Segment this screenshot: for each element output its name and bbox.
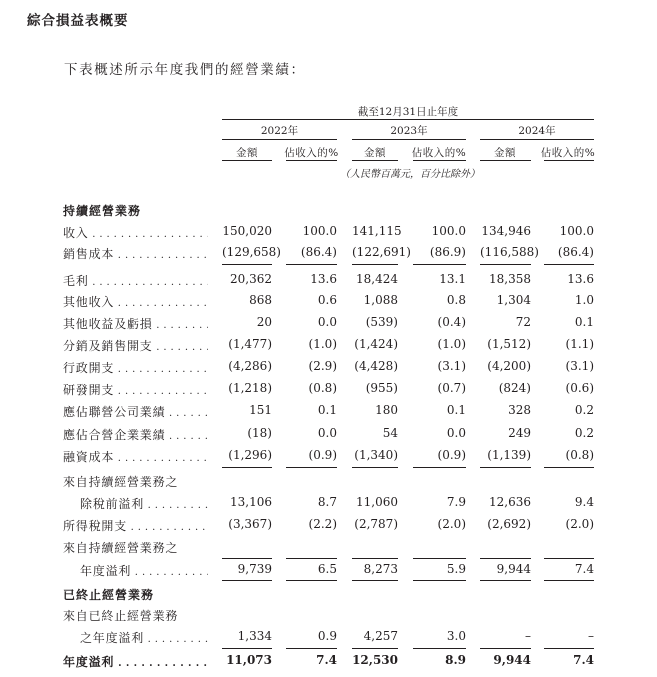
subtotal-rule — [413, 648, 466, 649]
value-cell: 7.4 — [574, 562, 594, 576]
value-cell: 0.1 — [446, 403, 466, 417]
row-label: 來自持續經營業務之 — [63, 475, 179, 489]
table-row — [0, 448, 657, 468]
year-rule-2023 — [352, 139, 466, 140]
table-row — [0, 495, 657, 515]
value-cell: (3,367) — [228, 517, 272, 531]
value-cell: (955) — [365, 381, 398, 395]
value-cell: 11,073 — [226, 653, 272, 667]
value-cell: (2.2) — [308, 517, 337, 531]
continuing-operations-header: 持續經營業務 — [63, 204, 142, 218]
value-cell: 0.2 — [574, 403, 594, 417]
value-cell: (1,139) — [487, 448, 531, 462]
value-cell: 8,273 — [363, 562, 398, 576]
value-cell: 151 — [249, 403, 272, 417]
subtotal-rule — [352, 558, 398, 559]
table-row — [0, 224, 657, 244]
row-label: 行政開支 . . . — [63, 359, 208, 376]
value-cell: 1,304 — [496, 293, 531, 307]
value-cell: 11,060 — [356, 495, 398, 509]
subtotal-rule — [286, 648, 337, 649]
value-cell: 9.4 — [574, 495, 594, 509]
value-cell: 0.8 — [446, 293, 466, 307]
value-cell: 9,944 — [496, 562, 531, 576]
value-cell: (0.7) — [437, 381, 466, 395]
value-cell: (1,218) — [228, 381, 272, 395]
row-label: 銷售成本 . . . — [63, 245, 208, 262]
subtotal-rule — [286, 467, 337, 468]
col-head-amount-2023: 金額 — [364, 147, 386, 159]
header-rule — [222, 119, 594, 120]
subtotal-rule — [222, 467, 272, 468]
value-cell: 0.1 — [574, 315, 594, 329]
section-title: 綜合損益表概要 — [27, 13, 129, 29]
col-head-pct-2022: 佔收入的% — [284, 147, 339, 159]
value-cell: 0.1 — [317, 403, 337, 417]
col-head-amount-2024: 金額 — [494, 147, 516, 159]
value-cell: 6.5 — [317, 562, 337, 576]
value-cell: 100.0 — [302, 224, 337, 238]
value-cell: (3.1) — [565, 359, 594, 373]
value-cell: (1.1) — [565, 337, 594, 351]
table-row — [0, 403, 657, 423]
value-cell: 7.4 — [316, 653, 337, 667]
value-cell: 72 — [515, 315, 531, 329]
value-cell: (4,428) — [354, 359, 398, 373]
subtotal-rule — [413, 264, 466, 265]
value-cell: (0.9) — [308, 448, 337, 462]
value-cell: 7.4 — [573, 653, 594, 667]
table-row — [0, 517, 657, 537]
col-head-pct-2024: 佔收入的% — [540, 147, 596, 159]
value-cell: (1,340) — [354, 448, 398, 462]
table-row — [0, 245, 657, 265]
subtotal-rule — [544, 467, 594, 468]
value-cell: 20 — [256, 315, 272, 329]
value-cell: (0.4) — [437, 315, 466, 329]
subtotal-rule — [352, 580, 398, 581]
col-rule — [286, 160, 337, 161]
value-cell: 0.2 — [574, 426, 594, 440]
discontinued-operations-header: 已終止經營業務 — [63, 588, 155, 602]
value-cell: 134,946 — [481, 224, 531, 238]
col-head-amount-2022: 金額 — [236, 147, 258, 159]
value-cell: (1,512) — [487, 337, 531, 351]
year-2022: 2022年 — [260, 125, 299, 137]
value-cell: 1,088 — [363, 293, 398, 307]
value-cell: 9,739 — [237, 562, 272, 576]
value-cell: 13.6 — [567, 272, 594, 286]
col-rule — [544, 160, 594, 161]
value-cell: 12,530 — [352, 653, 398, 667]
value-cell: 180 — [375, 403, 398, 417]
value-cell: 8.9 — [445, 653, 466, 667]
row-label: 其他收入 . . . — [63, 293, 208, 310]
value-cell: (2.0) — [437, 517, 466, 531]
value-cell: (2.0) — [565, 517, 594, 531]
value-cell: 100.0 — [559, 224, 594, 238]
unit-note: （人民幣百萬元，百分比除外） — [340, 169, 480, 180]
intro-text: 下表概述所示年度我們的經營業績： — [64, 62, 306, 78]
row-label: 應佔聯營公司業績 . . . — [63, 403, 208, 420]
row-label: 其他收益及虧損 . . . — [63, 315, 208, 332]
table-row — [0, 359, 657, 379]
value-cell: 0.9 — [317, 629, 337, 643]
value-cell: 0.0 — [317, 315, 337, 329]
value-cell: 1,334 — [237, 629, 272, 643]
subtotal-rule — [544, 580, 594, 581]
subtotal-rule — [480, 558, 531, 559]
row-label: 來自持續經營業務之 — [63, 541, 179, 555]
row-label: 分銷及銷售開支 . . . — [63, 337, 208, 354]
table-row — [0, 473, 657, 493]
subtotal-rule — [222, 580, 272, 581]
subtotal-rule — [480, 264, 531, 265]
table-row — [0, 272, 657, 292]
value-cell: 328 — [508, 403, 531, 417]
value-cell: (4,200) — [487, 359, 531, 373]
value-cell: (1,424) — [354, 337, 398, 351]
subtotal-rule — [544, 648, 594, 649]
value-cell: – — [588, 629, 594, 643]
value-cell: (18) — [247, 426, 272, 440]
row-label: 應佔合營企業業績 . . . — [63, 426, 208, 443]
subtotal-rule — [222, 648, 272, 649]
row-label: 收入 . . . — [63, 224, 208, 241]
table-row — [0, 381, 657, 401]
subtotal-rule — [222, 264, 272, 265]
row-label: 毛利 . . . — [63, 272, 208, 289]
value-cell: (86.9) — [429, 245, 466, 259]
value-cell: 141,115 — [352, 224, 402, 238]
col-head-pct-2023: 佔收入的% — [411, 147, 467, 159]
table-row — [0, 629, 657, 649]
subtotal-rule — [544, 264, 594, 265]
value-cell: 868 — [249, 293, 272, 307]
value-cell: (122,691) — [352, 245, 411, 259]
value-cell: (116,588) — [480, 245, 539, 259]
value-cell: (0.8) — [565, 448, 594, 462]
value-cell: (1,477) — [228, 337, 272, 351]
subtotal-rule — [286, 558, 337, 559]
row-label: 年度溢利 . . . — [80, 562, 208, 579]
subtotal-rule — [413, 467, 466, 468]
table-row — [0, 315, 657, 335]
year-rule-2024 — [480, 139, 594, 140]
value-cell: 1.0 — [574, 293, 594, 307]
row-label: 融資成本 . . . — [63, 448, 208, 465]
value-cell: (0.8) — [308, 381, 337, 395]
value-cell: 0.0 — [446, 426, 466, 440]
value-cell: (2,787) — [354, 517, 398, 531]
subtotal-rule — [352, 264, 398, 265]
value-cell: 18,424 — [356, 272, 398, 286]
table-row — [0, 607, 657, 627]
year-rule-2022 — [222, 139, 337, 140]
value-cell: 5.9 — [446, 562, 466, 576]
value-cell: (824) — [498, 381, 531, 395]
value-cell: (4,286) — [228, 359, 272, 373]
value-cell: (2,692) — [487, 517, 531, 531]
value-cell: (129,658) — [222, 245, 281, 259]
subtotal-rule — [480, 580, 531, 581]
col-rule — [352, 160, 398, 161]
value-cell: 18,358 — [489, 272, 531, 286]
subtotal-rule — [480, 467, 531, 468]
row-label: 除稅前溢利 . . . — [80, 495, 208, 512]
value-cell: 7.9 — [446, 495, 466, 509]
subtotal-rule — [480, 648, 531, 649]
row-label: 之年度溢利 . . . — [80, 629, 208, 646]
value-cell: 100.0 — [431, 224, 466, 238]
value-cell: 9,944 — [493, 653, 531, 667]
table-row — [0, 293, 657, 313]
table-row — [0, 539, 657, 559]
value-cell: (0.6) — [565, 381, 594, 395]
table-row — [0, 562, 657, 582]
value-cell: (0.9) — [437, 448, 466, 462]
table-row — [0, 337, 657, 357]
row-label: 年度溢利 . . . — [63, 653, 208, 670]
subtotal-rule — [352, 648, 398, 649]
value-cell: 13.6 — [310, 272, 337, 286]
col-rule — [480, 160, 531, 161]
value-cell: (539) — [365, 315, 398, 329]
subtotal-rule — [413, 558, 466, 559]
value-cell: 3.0 — [446, 629, 466, 643]
value-cell: 8.7 — [317, 495, 337, 509]
subtotal-rule — [544, 558, 594, 559]
subtotal-rule — [286, 264, 337, 265]
subtotal-rule — [352, 467, 398, 468]
value-cell: 249 — [508, 426, 531, 440]
value-cell: (2.9) — [308, 359, 337, 373]
value-cell: (86.4) — [557, 245, 594, 259]
col-rule — [222, 160, 272, 161]
value-cell: (3.1) — [437, 359, 466, 373]
value-cell: 4,257 — [363, 629, 398, 643]
value-cell: 12,636 — [489, 495, 531, 509]
value-cell: 0.0 — [317, 426, 337, 440]
row-label: 所得稅開支 . . . — [63, 517, 208, 534]
row-label: 研發開支 . . . — [63, 381, 208, 398]
table-row — [0, 426, 657, 446]
value-cell: (86.4) — [300, 245, 337, 259]
subtotal-rule — [413, 580, 466, 581]
year-2024: 2024年 — [518, 125, 556, 137]
value-cell: 20,362 — [230, 272, 272, 286]
subtotal-rule — [286, 580, 337, 581]
value-cell: 13,106 — [230, 495, 272, 509]
subtotal-rule — [222, 558, 272, 559]
value-cell: (1.0) — [308, 337, 337, 351]
value-cell: 13.1 — [439, 272, 466, 286]
col-rule — [413, 160, 466, 161]
total-row — [0, 653, 657, 673]
value-cell: (1,296) — [228, 448, 272, 462]
period-header: 截至12月31日止年度 — [357, 106, 459, 118]
value-cell: 150,020 — [222, 224, 272, 238]
value-cell: – — [525, 629, 531, 643]
value-cell: 0.6 — [317, 293, 337, 307]
value-cell: (1.0) — [437, 337, 466, 351]
year-2023: 2023年 — [390, 125, 428, 137]
value-cell: 54 — [382, 426, 398, 440]
row-label: 來自已終止經營業務 — [63, 609, 179, 623]
